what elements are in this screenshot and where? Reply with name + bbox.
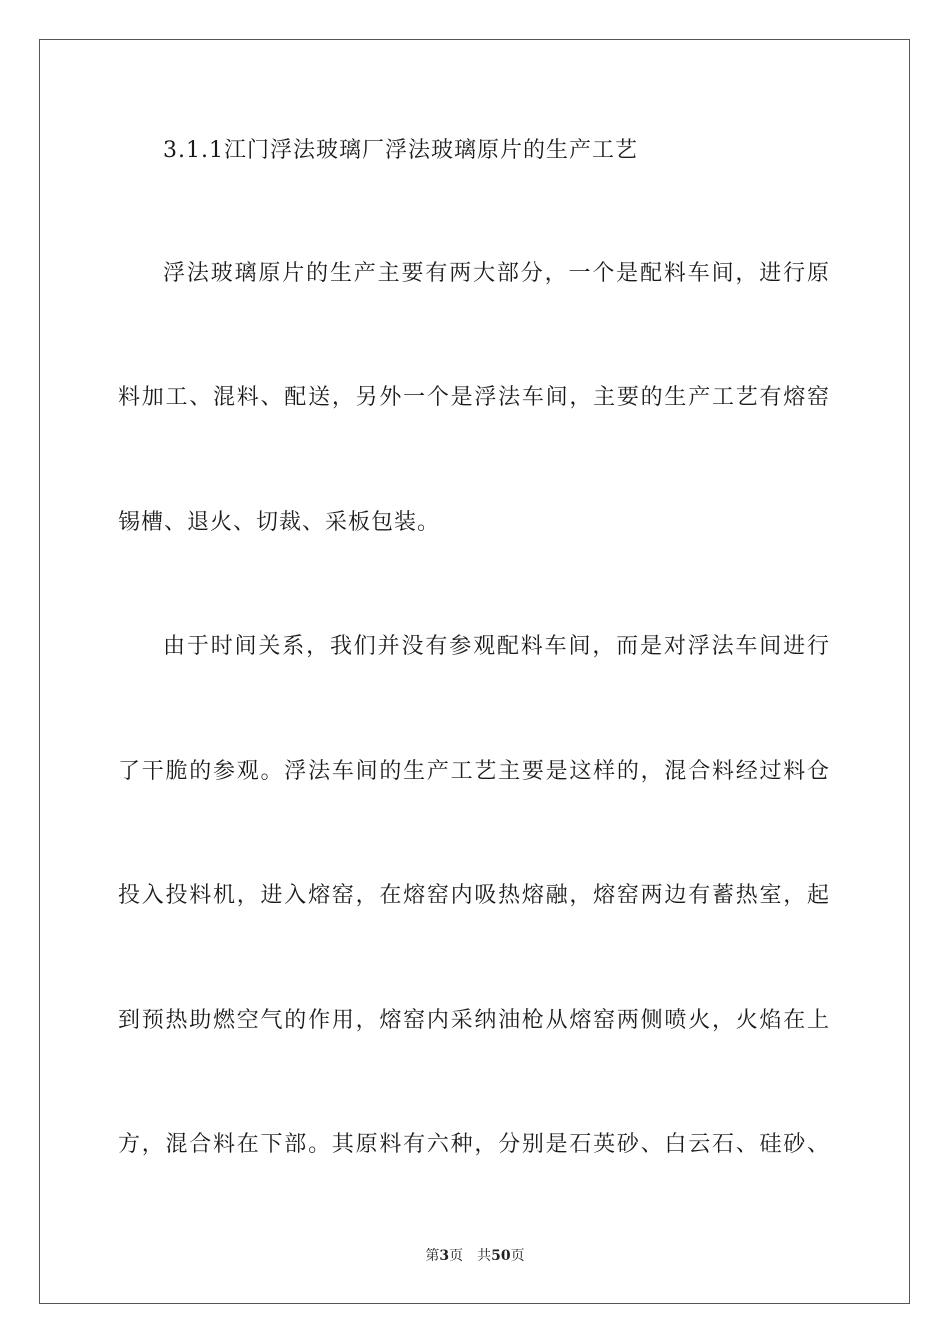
paragraph-line-3: 锡槽、退火、切裁、采板包装。 — [118, 510, 441, 535]
paragraph-line-7: 到预热助燃空气的作用，熔窑内采纳油枪从熔窑两侧喷火，火焰在上 — [118, 1008, 830, 1033]
paragraph-line-5: 了干脆的参观。浮法车间的生产工艺主要是这样的，混合料经过料仓 — [118, 759, 830, 784]
paragraph-line-1: 浮法玻璃原片的生产主要有两大部分，一个是配料车间，进行原 — [163, 261, 830, 286]
paragraph-line-4: 由于时间关系，我们并没有参观配料车间，而是对浮法车间进行 — [163, 634, 830, 659]
paragraph-line-2: 料加工、混料、配送，另外一个是浮法车间，主要的生产工艺有熔窑 — [118, 385, 830, 410]
page-number: 3 — [439, 1248, 450, 1264]
total-pages: 50 — [491, 1248, 511, 1264]
section-heading: 3.1.1江门浮法玻璃厂浮法玻璃原片的生产工艺 — [163, 138, 638, 163]
page-footer — [0, 1247, 950, 1265]
footer-total-suffix: 页 — [510, 1248, 525, 1264]
paragraph-line-6: 投入投料机，进入熔窑，在熔窑内吸热熔融，熔窑两边有蓄热室，起 — [118, 883, 830, 908]
paragraph-line-8: 方，混合料在下部。其原料有六种，分别是石英砂、白云石、硅砂、 — [118, 1132, 830, 1157]
footer-total-prefix: 共 — [477, 1248, 492, 1264]
footer-page-suffix: 页 — [449, 1248, 464, 1264]
footer-prefix: 第 — [425, 1248, 440, 1264]
page-border — [39, 39, 910, 1304]
